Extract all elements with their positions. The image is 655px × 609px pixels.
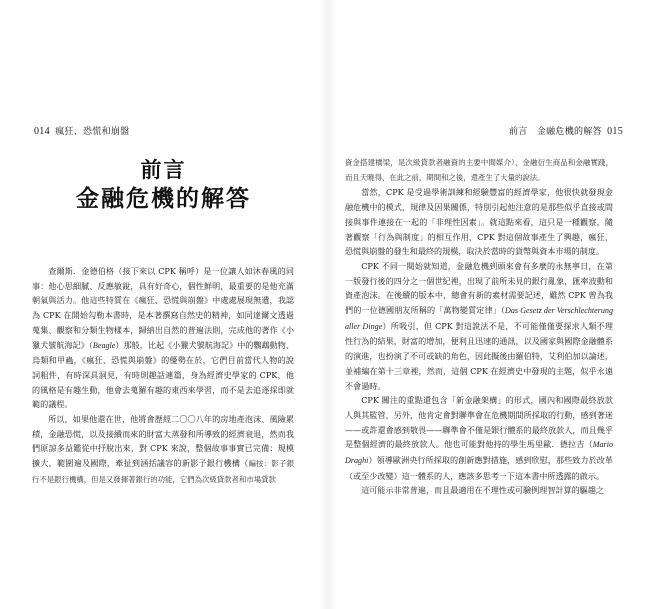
paragraph: CPK 關注的重點還包含「新金融架構」的形式，國內和國際最終放款人與其監管，另外，他肯定會對聯準會在危機期間所採取的行動，感到著迷——或許還會感到敬畏——聯準會不僅是銀行體系的最終放款人，而且幾乎是整個經濟的最終放款人。他也可能對他持的學生馬里歐．德拉吉（Mario Draghi）領導歐洲央行所採取的創新應對措施，感到欣慰，那些致力於改革（或至少改變）這一體系的人，應該多思考一下這本書中所透露的啟示。	[345, 395, 613, 481]
right-page	[328, 0, 655, 609]
editor-note: 編按：影子銀行不是銀行機構，但是又發揮著銀行的功能，它們為次級貸款者和市場貸款	[32, 459, 294, 484]
right-running-title: 前言 金融危機的解答	[508, 127, 602, 137]
left-page-number: 014	[34, 126, 50, 137]
right-body-text	[345, 156, 613, 498]
chapter-title	[0, 156, 327, 214]
left-body-text	[32, 264, 294, 488]
latin-term: Das Gesetz der Verschlechterung aller Dinge	[345, 306, 614, 331]
paragraph: 查爾斯．金德伯格（接下來以 CPK 稱呼）是一位讓人如沐春風的同事：他心思細膩、反應敏銳，具有好奇心，個性鮮明，最重要的是他充滿朝氣與活力。他這些特質在《瘋狂、恐慌與崩盤》中處處展現無遺，我認為 CPK 在開始勾勒本書時，是本著撰寫自然史的精神，如同達爾文透過蒐集、觀察和分類生物樣本，歸納出自然的普遍法則，完成他的著作《小獵犬號航海記》（Beagle）那般，比起《小獵犬號航海記》中的鸚鵡動物、烏類和甲蟲，《瘋狂、恐慌與崩盤》的優勢在於，它們目前當代人物的說詞粗件，有時深具洞見，有時則趣話連篇，身為經濟史學家的 CPK，他的風格是有趣生動，他會去蒐羅有趣的東西來學習，而不是去追逐採即就範的議程。	[32, 266, 294, 410]
latin-term: Beagle	[92, 340, 116, 350]
right-page-number: 015	[607, 126, 623, 137]
left-page	[0, 0, 327, 609]
chapter-title-line1: 前言	[140, 157, 187, 182]
left-page-header	[32, 124, 129, 137]
left-running-title: 瘋狂、恐慌和崩盤	[55, 127, 130, 137]
paragraph: 這可能示非常普遍，而且最適用在不理性或可驗例理智計算的驅趨之	[361, 485, 605, 496]
paragraph: 所以，如果他還在世，他將會歷經二〇〇八年的房地產泡沫、風險累積，金融恐慌，以及接續而來的財富大蒸發和所導致的經濟衰退，然而我們原諒多益鑑從中抒脫出來，對 CPK 來說，整個故事事實已完備：規模擴大，範圍遍及國際，牽扯到涵括議容的新影子銀行機構（編按：影子銀行不是銀行機構，但是又發揮著銀行的功能，它們為次級貸款者和市場貸款	[32, 414, 294, 484]
chapter-title-line2: 金融危機的解答	[76, 185, 251, 212]
latin-term: Mario Draghi	[345, 440, 613, 466]
paragraph: 當然，CPK 是受過學術訓練和經驗豐富的經濟學家，他很快就發現金融危機中的模式，規律及因果關係，特別引起他注意的是那些似乎直接或間接與事件連接在一起的「非理性因素」。就這點來看，這只是一種觀察，隨著觀察「行為與制度」的相互作用，CPK 對這個故事產生了興趣，瘋狂，恐慌與崩盤的發生和最終的規模，取決於當時的貨幣與資本市場的制度。	[345, 187, 613, 257]
right-page-header	[509, 124, 625, 137]
paragraph: CPK 不同一閱始就知道，金融危機到頭來會有多麼的永無寧日，在第一版發行後的四分之一個世紀裡，出現了前所未見的銀行亂象，匯率波動和資產泡沫。在後續的版本中，總會有新的素材需要記述，雖然 CPK 曾為我們的一位德國朋友所稱的「萬物變質定律」（Das Gesetz der Verschlechterung aller Dinge）所吸引，但 CPK 對這說法不是，不可能僅僅要探求人類不理性行為的結果，財富的增加，便利且迅速的通訊，以及國家與國際金融體系的演進，也扮演了不可或缺的角色，因此擬後由羅伯特，艾利伯加以論述，並補編在第十三章裡，然而，這個 CPK 在經濟史中發現的主題，似乎永遠不會過時。	[345, 260, 614, 391]
paragraph-continued-note: 資金搭建橋梁，是次級貸款者融資的主要中間媒介）、金融衍生商品和金融實踐，而且天曉得，在此之前，期間和之後，還產生了大量的說法。	[345, 158, 613, 182]
